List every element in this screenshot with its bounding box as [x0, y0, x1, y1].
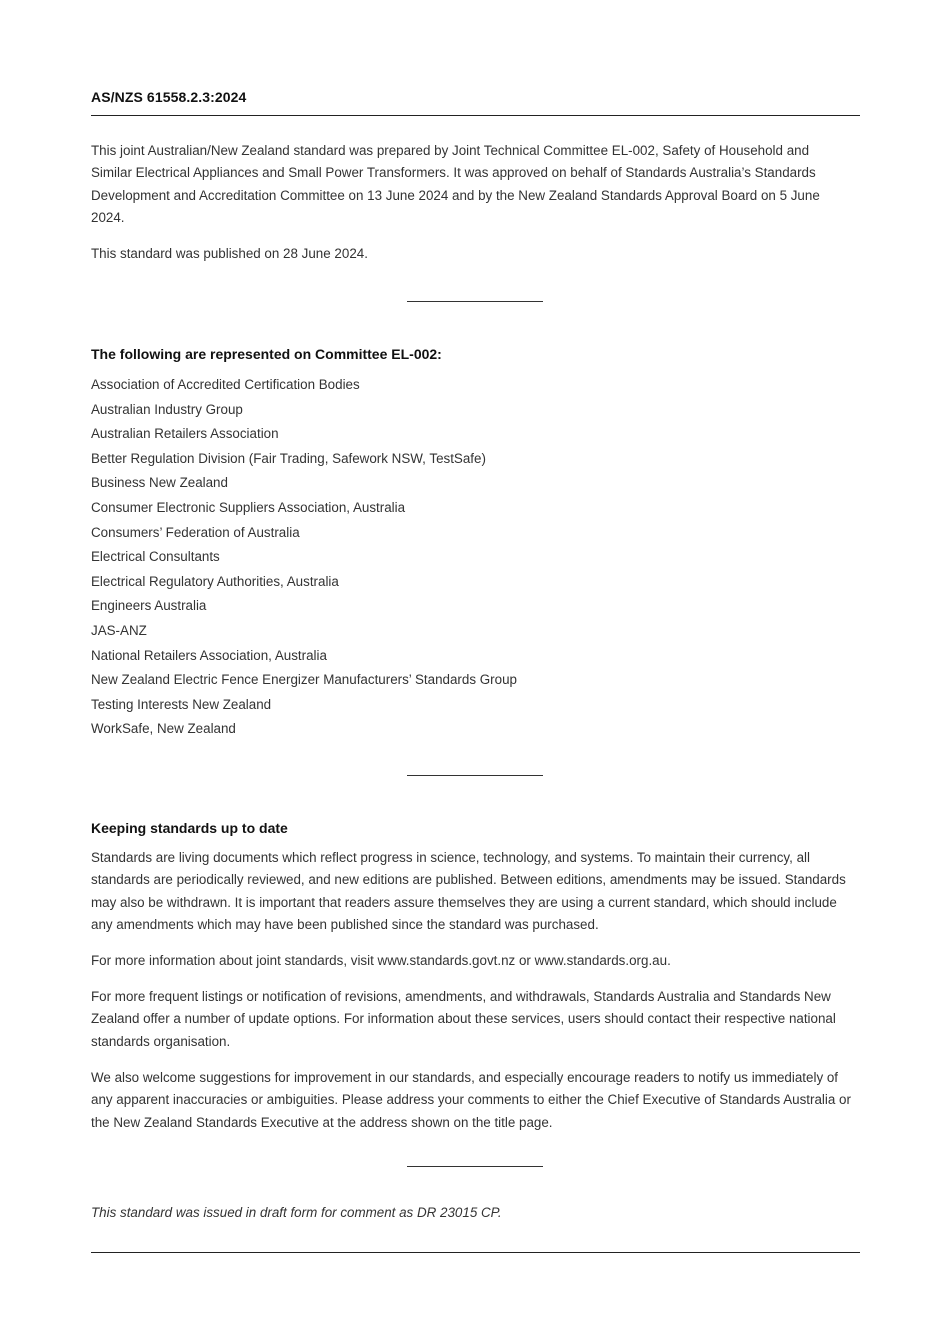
- header-rule: [91, 115, 860, 116]
- draft-issue-note: This standard was issued in draft form for comment as DR 23015 CP.: [91, 1205, 502, 1220]
- committee-member: New Zealand Electric Fence Energizer Manufacturers’ Standards Group: [91, 672, 517, 688]
- committee-member: Australian Industry Group: [91, 401, 243, 417]
- committee-member: Consumer Electronic Suppliers Association, Australia: [91, 499, 406, 515]
- footer-rule: [91, 1252, 860, 1253]
- section-divider: [407, 1166, 543, 1167]
- committee-member: Better Regulation Division (Fair Trading, Safework NSW, TestSafe): [91, 450, 486, 466]
- more-information-paragraph: For more information about joint standards, visit www.standards.govt.nz or www.standards.org.au.: [91, 953, 671, 968]
- living-documents-paragraph: Standards are living documents which reflect progress in science, technology, and systems. To maintain their currency, all standards are periodically reviewed, and new editions are published. Between editions, amendments may be issued. Standards may also be withdrawn. It is important that readers assure themselves they are using a current standard, which should include any amendments which may have been published since the standard was purchased.: [91, 850, 846, 932]
- committee-member: Australian Retailers Association: [91, 426, 279, 442]
- update-options-paragraph: For more frequent listings or notification of revisions, amendments, and withdrawals, Standards Australia and Standards New Zealand offer a number of update options. For information about these services, users should contact their respective national standards organisation.: [91, 989, 836, 1049]
- publication-date-statement: This standard was published on 28 June 2024.: [91, 246, 368, 261]
- document-identifier: AS/NZS 61558.2.3:2024: [91, 89, 247, 105]
- committee-member: WorkSafe, New Zealand: [91, 721, 236, 737]
- committee-member: Engineers Australia: [91, 598, 207, 614]
- committee-heading: The following are represented on Committee EL-002:: [91, 346, 442, 362]
- committee-member: Electrical Regulatory Authorities, Australia: [91, 573, 339, 589]
- committee-member: Electrical Consultants: [91, 549, 220, 565]
- suggestions-paragraph: We also welcome suggestions for improvement in our standards, and especially encourage readers to notify us immediately of any apparent inaccuracies or ambiguities. Please address your comments to either the Chief Executive of Standards Australia or the New Zealand Standards Executive at the address shown on the title page.: [91, 1070, 851, 1130]
- committee-member: Testing Interests New Zealand: [91, 696, 272, 712]
- section-divider: [407, 775, 543, 776]
- committee-member: Consumers’ Federation of Australia: [91, 524, 300, 540]
- committee-member: Association of Accredited Certification Bodies: [91, 377, 360, 392]
- section-divider: [407, 301, 543, 302]
- keeping-up-to-date-heading: Keeping standards up to date: [91, 820, 288, 836]
- preparation-statement: This joint Australian/New Zealand standard was prepared by Joint Technical Committee EL-002, Safety of Household and Similar Electrical Appliances and Small Power Transformers. It was approved on behalf of Standards Australia’s Standards Development and Accreditation Committee on 13 June 2024 and by the New Zealand Standards Approval Board on 5 June 2024.: [91, 143, 820, 225]
- committee-member-list: [91, 373, 517, 742]
- committee-member: Business New Zealand: [91, 475, 228, 491]
- committee-member: JAS-ANZ: [91, 622, 147, 638]
- committee-member: National Retailers Association, Australia: [91, 647, 327, 663]
